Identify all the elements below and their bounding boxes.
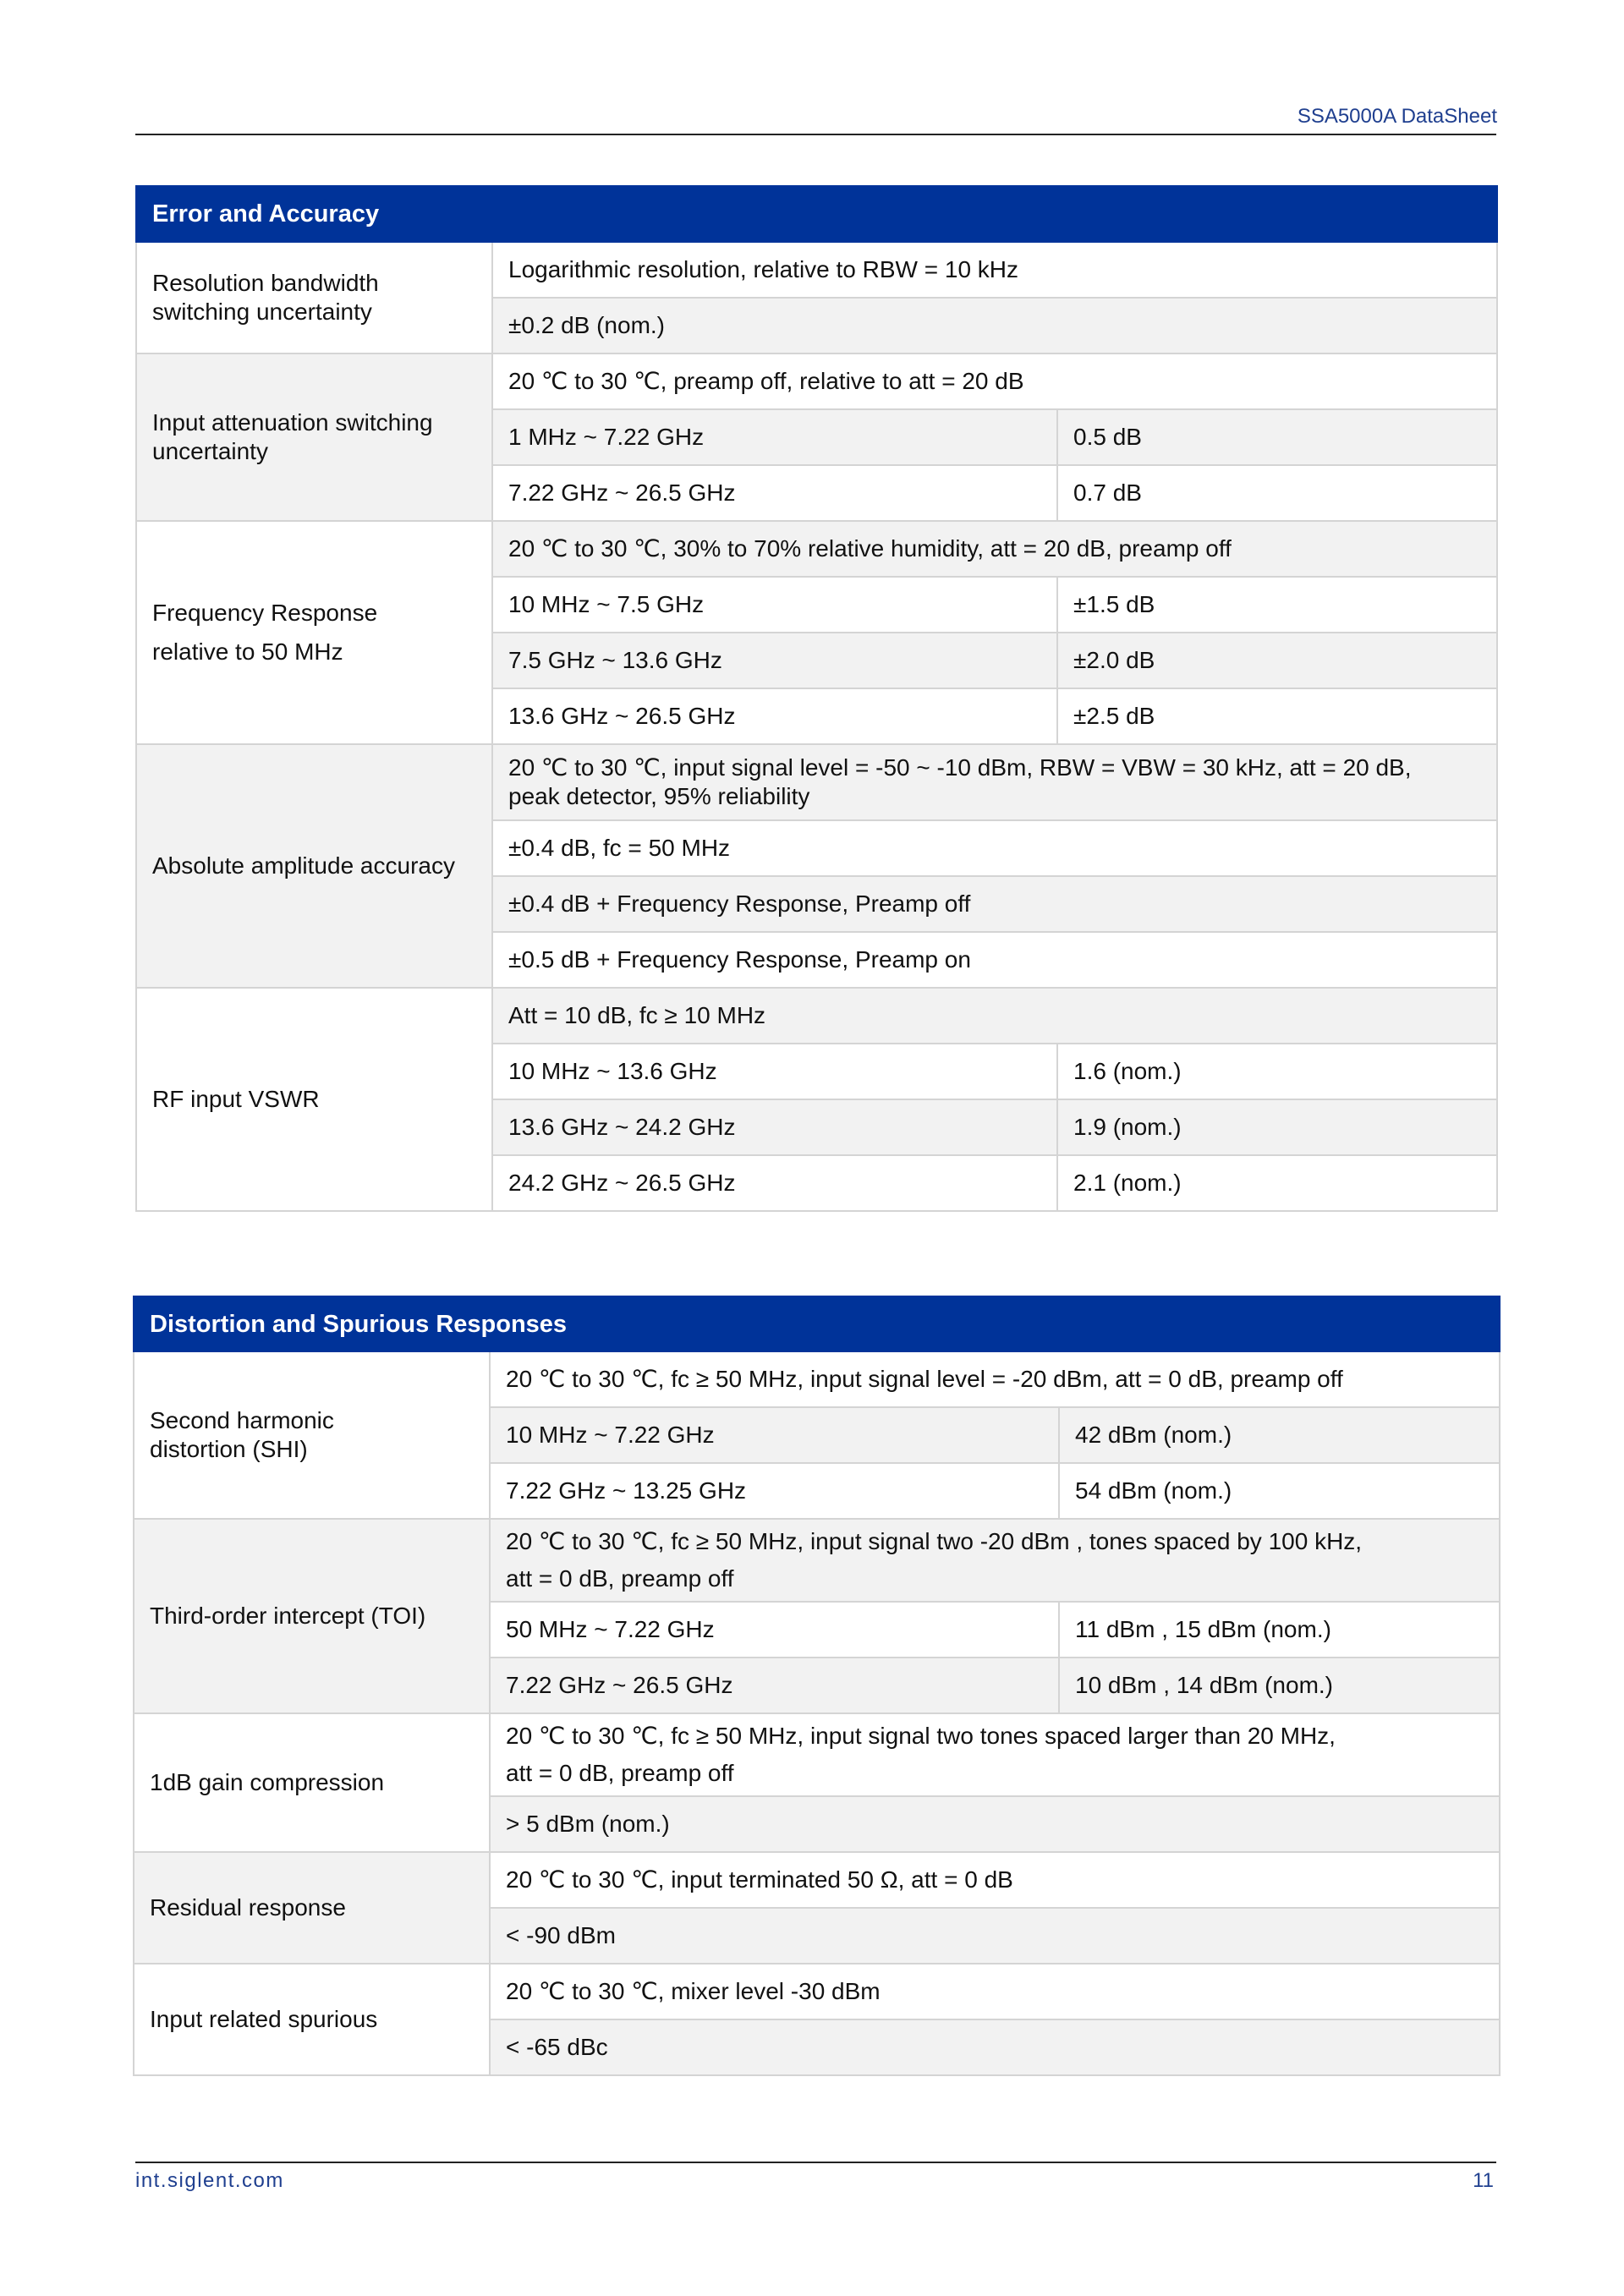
freq-response-value: ±2.0 dB bbox=[1057, 633, 1497, 688]
document-header-title: SSA5000A DataSheet bbox=[1297, 105, 1497, 128]
error-accuracy-table bbox=[135, 185, 1498, 1212]
freq-response-value: ±2.5 dB bbox=[1057, 688, 1497, 744]
page-number: 11 bbox=[1473, 2169, 1494, 2192]
rbw-switching-label: Resolution bandwidth switching uncertainty bbox=[136, 242, 492, 353]
abs-amplitude-condition: 20 ℃ to 30 ℃, input signal level = -50 ~ -10 dBm, RBW = VBW = 30 kHz, att = 20 dB, peak detector, 95% reliability bbox=[492, 744, 1497, 820]
error-accuracy-title: Error and Accuracy bbox=[136, 186, 1497, 242]
abs-amplitude-label: Absolute amplitude accuracy bbox=[136, 744, 492, 988]
shi-condition: 20 ℃ to 30 ℃, fc ≥ 50 MHz, input signal level = -20 dBm, att = 0 dB, preamp off bbox=[490, 1351, 1500, 1407]
freq-response-range: 7.5 GHz ~ 13.6 GHz bbox=[492, 633, 1057, 688]
residual-condition: 20 ℃ to 30 ℃, input terminated 50 Ω, att = 0 dB bbox=[490, 1852, 1500, 1908]
residual-value: < -90 dBm bbox=[490, 1908, 1500, 1964]
vswr-range: 24.2 GHz ~ 26.5 GHz bbox=[492, 1155, 1057, 1211]
input-spurious-label: Input related spurious bbox=[134, 1964, 490, 2075]
distortion-table bbox=[133, 1296, 1501, 2076]
input-spurious-condition: 20 ℃ to 30 ℃, mixer level -30 dBm bbox=[490, 1964, 1500, 2019]
shi-value: 54 dBm (nom.) bbox=[1059, 1463, 1500, 1519]
shi-value: 42 dBm (nom.) bbox=[1059, 1407, 1500, 1463]
freq-response-range: 10 MHz ~ 7.5 GHz bbox=[492, 577, 1057, 633]
compression-label: 1dB gain compression bbox=[134, 1713, 490, 1852]
input-att-value: 0.5 dB bbox=[1057, 409, 1497, 465]
input-att-range: 7.22 GHz ~ 26.5 GHz bbox=[492, 465, 1057, 521]
vswr-value: 1.6 (nom.) bbox=[1057, 1044, 1497, 1099]
freq-response-value: ±1.5 dB bbox=[1057, 577, 1497, 633]
input-att-value: 0.7 dB bbox=[1057, 465, 1497, 521]
vswr-value: 2.1 (nom.) bbox=[1057, 1155, 1497, 1211]
residual-label: Residual response bbox=[134, 1852, 490, 1964]
vswr-value: 1.9 (nom.) bbox=[1057, 1099, 1497, 1155]
toi-range: 50 MHz ~ 7.22 GHz bbox=[490, 1602, 1059, 1658]
toi-label: Third-order intercept (TOI) bbox=[134, 1519, 490, 1713]
compression-condition: 20 ℃ to 30 ℃, fc ≥ 50 MHz, input signal two tones spaced larger than 20 MHz, att = 0 dB, preamp off bbox=[490, 1713, 1500, 1796]
input-att-range: 1 MHz ~ 7.22 GHz bbox=[492, 409, 1057, 465]
input-att-label: Input attenuation switching uncertainty bbox=[136, 353, 492, 521]
abs-amplitude-value: ±0.4 dB, fc = 50 MHz bbox=[492, 820, 1497, 876]
vswr-range: 10 MHz ~ 13.6 GHz bbox=[492, 1044, 1057, 1099]
freq-response-label: Frequency Response relative to 50 MHz bbox=[136, 521, 492, 744]
toi-value: 11 dBm , 15 dBm (nom.) bbox=[1059, 1602, 1500, 1658]
abs-amplitude-value: ±0.4 dB + Frequency Response, Preamp off bbox=[492, 876, 1497, 932]
vswr-range: 13.6 GHz ~ 24.2 GHz bbox=[492, 1099, 1057, 1155]
toi-value: 10 dBm , 14 dBm (nom.) bbox=[1059, 1658, 1500, 1713]
footer-divider bbox=[135, 2162, 1496, 2163]
shi-range: 10 MHz ~ 7.22 GHz bbox=[490, 1407, 1059, 1463]
distortion-title: Distortion and Spurious Responses bbox=[134, 1296, 1500, 1351]
shi-range: 7.22 GHz ~ 13.25 GHz bbox=[490, 1463, 1059, 1519]
toi-condition: 20 ℃ to 30 ℃, fc ≥ 50 MHz, input signal two -20 dBm , tones spaced by 100 kHz, att = 0 dB, preamp off bbox=[490, 1519, 1500, 1602]
freq-response-condition: 20 ℃ to 30 ℃, 30% to 70% relative humidity, att = 20 dB, preamp off bbox=[492, 521, 1497, 577]
input-spurious-value: < -65 dBc bbox=[490, 2019, 1500, 2075]
compression-value: > 5 dBm (nom.) bbox=[490, 1796, 1500, 1852]
input-att-condition: 20 ℃ to 30 ℃, preamp off, relative to att = 20 dB bbox=[492, 353, 1497, 409]
vswr-condition: Att = 10 dB, fc ≥ 10 MHz bbox=[492, 988, 1497, 1044]
header-divider bbox=[135, 134, 1496, 135]
toi-range: 7.22 GHz ~ 26.5 GHz bbox=[490, 1658, 1059, 1713]
rbw-switching-condition: Logarithmic resolution, relative to RBW = 10 kHz bbox=[492, 242, 1497, 298]
shi-label: Second harmonic distortion (SHI) bbox=[134, 1351, 490, 1519]
abs-amplitude-value: ±0.5 dB + Frequency Response, Preamp on bbox=[492, 932, 1497, 988]
rbw-switching-value: ±0.2 dB (nom.) bbox=[492, 298, 1497, 353]
vswr-label: RF input VSWR bbox=[136, 988, 492, 1211]
freq-response-range: 13.6 GHz ~ 26.5 GHz bbox=[492, 688, 1057, 744]
footer-website: int.siglent.com bbox=[135, 2169, 284, 2192]
